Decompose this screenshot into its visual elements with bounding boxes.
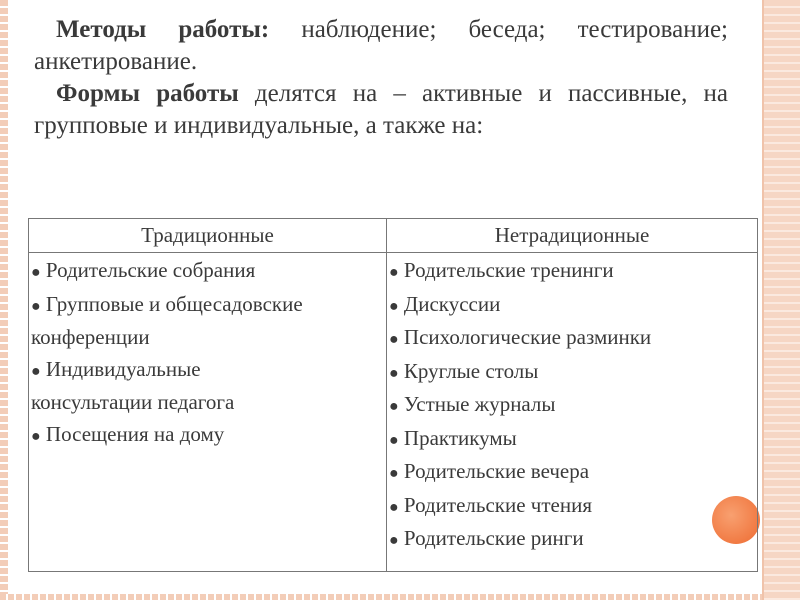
list-item — [389, 423, 755, 457]
right-frame-border — [762, 0, 800, 600]
bullet-icon: ● — [31, 264, 41, 281]
bullet-icon: ● — [389, 264, 399, 281]
bullet-icon: ● — [31, 427, 41, 445]
intro-text-block — [34, 14, 728, 142]
table-body-row — [29, 253, 758, 572]
list-item — [389, 389, 755, 423]
header-nontraditional: Нетрадиционные — [387, 219, 758, 253]
list-item — [389, 322, 755, 356]
forms-text: делятся на – активные и пассивные, на групповые и индивидуальные, а также на: — [34, 80, 728, 139]
list-item-text: Круглые столы — [403, 358, 539, 383]
bullet-icon: ● — [31, 362, 41, 380]
list-item-text: Посещения на дому — [45, 421, 225, 446]
forms-paragraph — [34, 78, 728, 142]
list-item — [31, 289, 384, 323]
bullet-icon: ● — [389, 532, 399, 549]
bullet-icon: ● — [389, 364, 399, 382]
list-item-text: Родительские чтения — [403, 492, 592, 517]
list-item-text: Родительские ринги — [403, 526, 584, 550]
list-item — [389, 255, 755, 289]
nontraditional-cell — [387, 253, 758, 572]
list-item-continuation: консультации педагога — [31, 390, 235, 414]
list-item-text: Дискуссии — [403, 291, 501, 316]
list-item — [389, 523, 755, 557]
list-item-continuation: конференции — [31, 325, 150, 349]
bullet-icon: ● — [389, 465, 399, 482]
list-item — [31, 419, 384, 453]
list-item-text: Групповые и общесадовские — [45, 291, 303, 316]
bullet-icon: ● — [389, 398, 399, 415]
bottom-frame-border — [0, 594, 762, 600]
list-item-text: Родительские собрания — [45, 258, 256, 282]
list-item-text: Психологические разминки — [403, 325, 652, 349]
bullet-icon: ● — [31, 297, 41, 315]
table-header-row — [29, 219, 758, 253]
methods-label: Методы работы: — [56, 16, 270, 43]
list-item — [389, 289, 755, 323]
list-item-text: Родительские тренинги — [403, 258, 614, 282]
methods-paragraph — [34, 14, 728, 78]
header-traditional: Традиционные — [29, 219, 387, 253]
list-item — [31, 354, 384, 388]
bullet-icon: ● — [389, 297, 399, 315]
list-item-text: Практикумы — [403, 425, 517, 450]
left-frame-border — [0, 0, 8, 600]
forms-label: Формы работы — [56, 80, 239, 107]
bullet-icon: ● — [389, 331, 399, 348]
list-item — [31, 255, 384, 289]
list-item — [389, 490, 755, 524]
bullet-icon: ● — [389, 431, 399, 449]
list-item-text: Родительские вечера — [403, 459, 590, 483]
list-item — [389, 356, 755, 390]
methods-text: наблюдение; беседа; тестирование; анкетирование. — [34, 16, 729, 75]
list-item-text: Индивидуальные — [45, 356, 201, 381]
list-item — [389, 456, 755, 490]
bullet-icon: ● — [389, 498, 399, 516]
forms-table — [28, 218, 758, 572]
traditional-cell — [29, 253, 387, 572]
list-item-text: Устные журналы — [403, 392, 556, 416]
